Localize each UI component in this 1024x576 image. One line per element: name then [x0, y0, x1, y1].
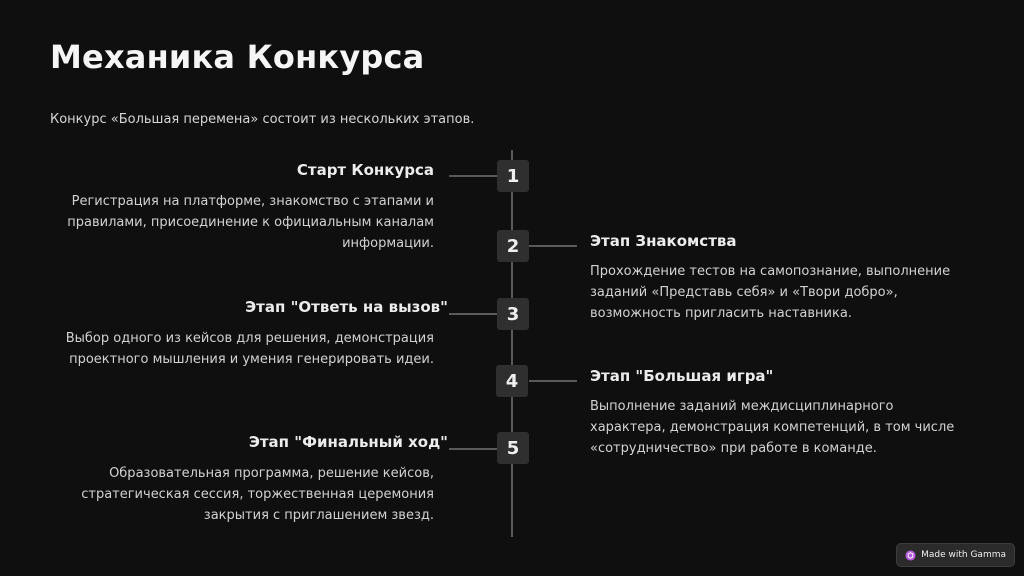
page-title: Механика Конкурса: [50, 38, 425, 76]
timeline-connector-3: [449, 313, 497, 315]
step-title-4: Этап "Большая игра": [590, 367, 774, 385]
step-number-3: 3: [497, 298, 529, 330]
intro-text: Конкурс «Большая перемена» состоит из нескольких этапов.: [50, 112, 475, 127]
step-description-1: Регистрация на платформе, знакомство с этапами и правилами, присоединение к официальным каналам информации.: [67, 194, 434, 251]
step-title-1: Старт Конкурса: [296, 161, 434, 179]
step-title-5: Этап "Финальный ход": [248, 433, 448, 451]
step-number-5: 5: [497, 432, 529, 464]
step-description-2: Прохождение тестов на самопознание, выполнение заданий «Представь себя» и «Твори добро», возможность пригласить наставника.: [590, 264, 951, 321]
timeline-connector-1: [449, 175, 497, 177]
step-number-1: 1: [497, 160, 529, 192]
badge-label: Made with Gamma: [921, 550, 1006, 560]
step-description-5: Образовательная программа, решение кейсов, стратегическая сессия, торжественная церемония закрытия с приглашением звезд.: [81, 466, 434, 523]
timeline-connector-2: [529, 245, 577, 247]
timeline-axis: [511, 150, 513, 537]
timeline-connector-5: [449, 448, 497, 450]
step-title-2: Этап Знакомства: [590, 232, 737, 250]
made-with-gamma-badge[interactable]: [896, 543, 1015, 567]
step-description-4: Выполнение заданий междисциплинарного характера, демонстрация компетенций, в том числе «сотрудничество» при работе в команде.: [590, 399, 955, 456]
step-description-3: Выбор одного из кейсов для решения, демонстрация проектного мышления и умения генерировать идеи.: [65, 331, 434, 367]
step-title-3: Этап "Ответь на вызов": [245, 298, 448, 316]
step-number-4: 4: [496, 365, 528, 397]
timeline-connector-4: [529, 380, 577, 382]
gamma-logo-icon: [905, 550, 916, 561]
step-number-2: 2: [497, 230, 529, 262]
